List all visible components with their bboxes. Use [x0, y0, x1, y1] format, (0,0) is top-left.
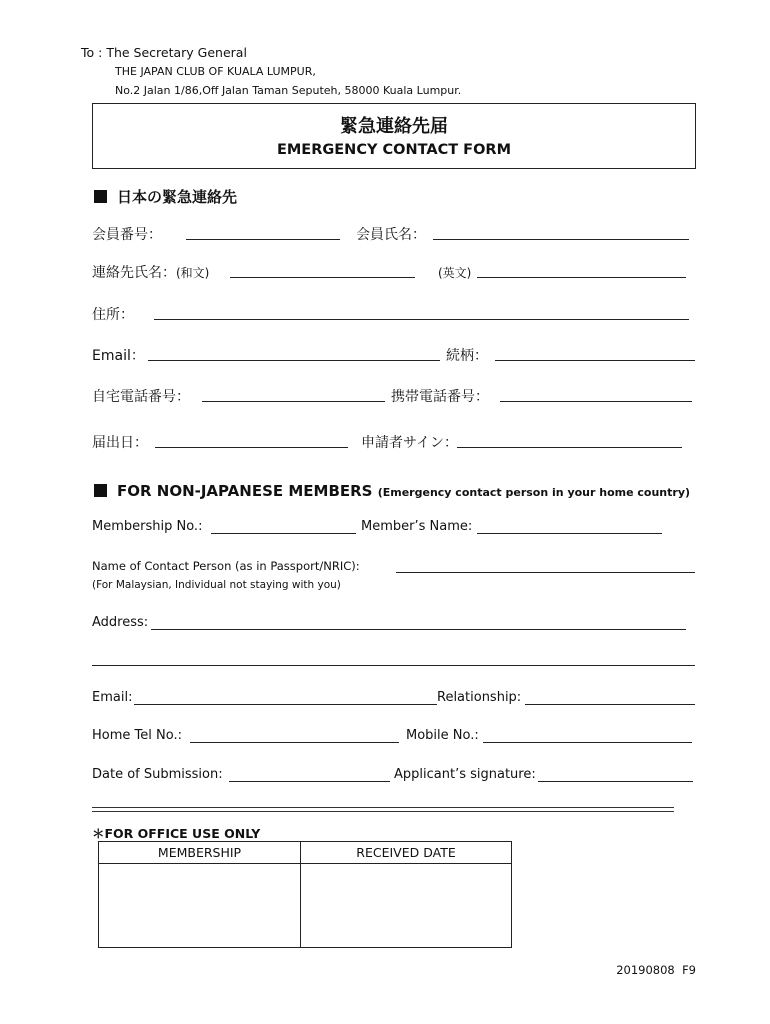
en-address-field-2[interactable]	[92, 665, 695, 666]
jp-member-name-field[interactable]	[433, 239, 689, 240]
en-relationship-field[interactable]	[525, 704, 695, 705]
recipient-line: To : The Secretary General	[81, 45, 247, 60]
section-heading-japan-text: 日本の緊急連絡先	[117, 188, 238, 206]
jp-email-field[interactable]	[148, 360, 440, 361]
jp-address-label: 住所：	[92, 307, 134, 323]
form-title-box	[92, 103, 696, 169]
office-received-date-cell[interactable]	[301, 864, 512, 948]
en-signature-field[interactable]	[538, 781, 693, 782]
en-member-number-field[interactable]	[211, 533, 356, 534]
en-date-field[interactable]	[229, 781, 390, 782]
jp-relationship-field[interactable]	[495, 360, 695, 361]
en-contact-note: (For Malaysian, Individual not staying with you)	[92, 579, 341, 591]
en-address-field-1[interactable]	[151, 629, 686, 630]
form-title-english: EMERGENCY CONTACT FORM	[276, 142, 512, 158]
en-email-field[interactable]	[134, 704, 437, 705]
jp-mobile-field[interactable]	[500, 401, 692, 402]
en-date-label: Date of Submission:	[92, 767, 223, 782]
en-contact-name-field[interactable]	[396, 572, 695, 573]
en-home-tel-label: Home Tel No.:	[92, 728, 182, 743]
office-membership-cell[interactable]	[99, 864, 301, 948]
jp-date-label: 届出日：	[92, 435, 148, 451]
section-heading-non-japanese	[94, 482, 690, 500]
form-title-japanese: 緊急連絡先届	[340, 116, 448, 137]
jp-address-field[interactable]	[154, 319, 689, 320]
jp-mobile-label: 携帯電話番号：	[391, 389, 489, 405]
jp-contact-name-jp-field[interactable]	[230, 277, 415, 278]
jp-contact-name-en-field[interactable]	[477, 277, 686, 278]
office-membership-header: MEMBERSHIP	[99, 842, 301, 864]
jp-contact-name-text: 連絡先氏名：	[92, 265, 176, 281]
club-address-line: No.2 Jalan 1/86,Off Jalan Taman Seputeh, 58000 Kuala Lumpur.	[115, 84, 462, 97]
form-code: 20190808 F9	[616, 963, 696, 977]
office-use-label: ＊FOR OFFICE USE ONLY	[92, 826, 261, 841]
en-address-label: Address:	[92, 615, 149, 630]
jp-email-label: Email：	[92, 348, 145, 364]
en-member-number-label: Membership No.:	[92, 519, 203, 534]
en-mobile-field[interactable]	[483, 742, 692, 743]
jp-relationship-label: 続柄：	[446, 348, 488, 364]
jp-member-number-field[interactable]	[186, 239, 340, 240]
en-contact-name-label: Name of Contact Person (as in Passport/NRIC):	[92, 559, 360, 573]
jp-contact-name-label	[92, 262, 209, 282]
en-signature-label: Applicant’s signature:	[394, 767, 536, 782]
en-member-name-label: Member’s Name:	[361, 519, 473, 534]
jp-date-field[interactable]	[155, 447, 348, 448]
jp-signature-label: 申請者サイン：	[361, 435, 459, 451]
section-subheading: (Emergency contact person in your home country)	[377, 486, 691, 499]
en-email-label: Email:	[92, 690, 133, 705]
square-bullet-icon	[94, 484, 107, 497]
en-member-name-field[interactable]	[477, 533, 662, 534]
jp-home-tel-field[interactable]	[202, 401, 385, 402]
jp-contact-name-jp-tag: (和文)	[176, 266, 210, 280]
office-received-date-header: RECEIVED DATE	[301, 842, 512, 864]
jp-contact-name-en-tag: (英文)	[438, 266, 472, 280]
jp-member-number-label: 会員番号：	[92, 227, 162, 243]
jp-signature-field[interactable]	[457, 447, 682, 448]
section-divider	[92, 807, 674, 812]
en-home-tel-field[interactable]	[190, 742, 399, 743]
section-heading-japan	[94, 186, 237, 207]
en-relationship-label: Relationship:	[437, 690, 522, 705]
office-use-table	[98, 841, 512, 948]
section-heading-non-japanese-text: FOR NON-JAPANESE MEMBERS	[117, 482, 373, 500]
square-bullet-icon	[94, 190, 107, 203]
en-mobile-label: Mobile No.:	[406, 728, 479, 743]
jp-member-name-label: 会員氏名：	[356, 227, 426, 243]
jp-home-tel-label: 自宅電話番号：	[92, 389, 190, 405]
club-name-line: THE JAPAN CLUB OF KUALA LUMPUR,	[115, 65, 316, 78]
